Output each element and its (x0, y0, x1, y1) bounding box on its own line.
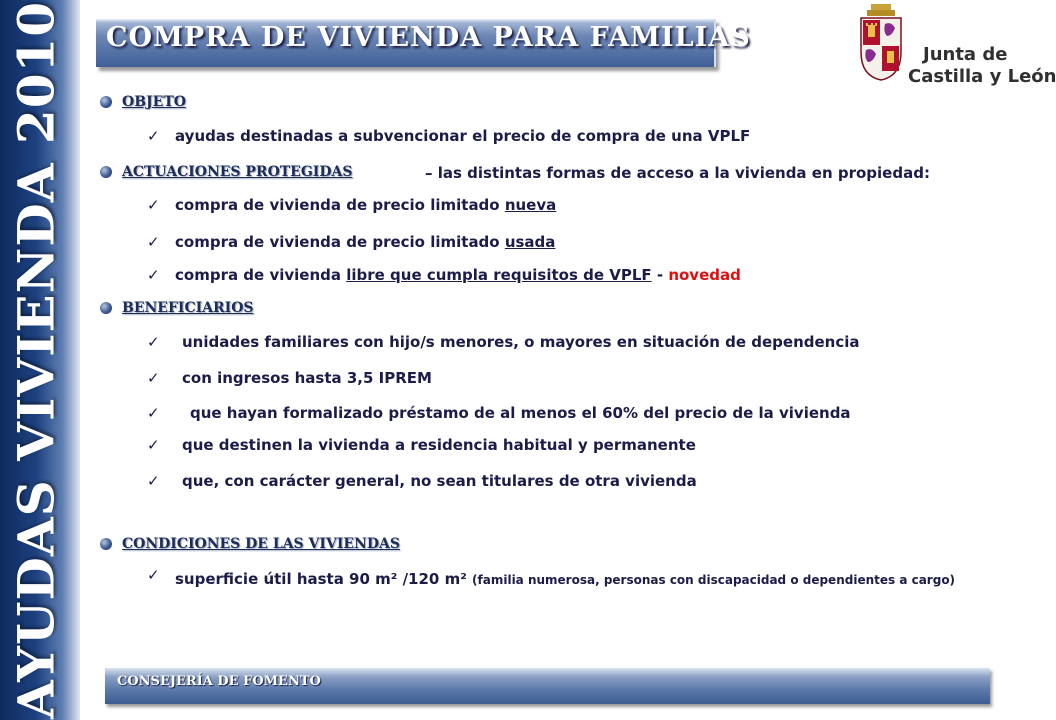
checkmark-icon: ✓ (147, 196, 160, 214)
list-item-text: superficie útil hasta 90 m² /120 m² (familia numerosa, personas con discapacidad o dependientes a cargo) (175, 570, 956, 588)
checkmark-icon: ✓ (147, 369, 160, 387)
title-banner (96, 19, 751, 67)
footer-banner (105, 668, 990, 704)
section-heading: BENEFICIARIOS (122, 300, 254, 316)
bullet-icon (100, 302, 112, 314)
sidebar-title: AYUDAS VIVIENDA 2010 (6, 0, 66, 720)
checkmark-icon: ✓ (147, 436, 160, 454)
list-item-text: con ingresos hasta 3,5 IPREM (182, 369, 432, 387)
checkmark-icon: ✓ (147, 566, 160, 584)
list-item-text: ayudas destinadas a subvencionar el precio de compra de una VPLF (175, 127, 751, 145)
list-item-text: compra de vivienda de precio limitado usada (175, 233, 556, 251)
logo-line-2: Castilla y León (908, 66, 1056, 87)
list-item-text: compra de vivienda de precio limitado nueva (175, 196, 557, 214)
sidebar-band (0, 0, 80, 720)
section-description: – las distintas formas de acceso a la vivienda en propiedad: (425, 164, 930, 182)
list-item-text: compra de vivienda libre que cumpla requisitos de VPLF - novedad (175, 266, 741, 284)
coat-of-arms-icon (857, 2, 905, 88)
section-heading: ACTUACIONES PROTEGIDAS (122, 164, 353, 180)
junta-logo (855, 2, 1056, 90)
bullet-icon (100, 166, 112, 178)
bullet-icon (100, 96, 112, 108)
checkmark-icon: ✓ (147, 333, 160, 351)
novedad-label: novedad (668, 266, 741, 284)
list-item-text: que hayan formalizado préstamo de al menos el 60% del precio de la vivienda (190, 404, 851, 422)
list-item-text: que, con carácter general, no sean titulares de otra vivienda (182, 472, 697, 490)
checkmark-icon: ✓ (147, 127, 160, 145)
checkmark-icon: ✓ (147, 404, 160, 422)
checkmark-icon: ✓ (147, 233, 160, 251)
checkmark-icon: ✓ (147, 266, 160, 284)
list-item-text: que destinen la vivienda a residencia habitual y permanente (182, 436, 696, 454)
logo-line-1: Junta de (923, 44, 1008, 65)
list-item-text: unidades familiares con hijo/s menores, o mayores en situación de dependencia (182, 333, 860, 351)
section-heading: OBJETO (122, 94, 186, 110)
footer-label: CONSEJERÍA DE FOMENTO (117, 674, 321, 689)
section-heading: CONDICIONES DE LAS VIVIENDAS (122, 536, 400, 552)
bullet-icon (100, 538, 112, 550)
checkmark-icon: ✓ (147, 472, 160, 490)
page-title: COMPRA DE VIVIENDA PARA FAMILIAS (106, 22, 751, 53)
logo-text (908, 44, 1056, 88)
